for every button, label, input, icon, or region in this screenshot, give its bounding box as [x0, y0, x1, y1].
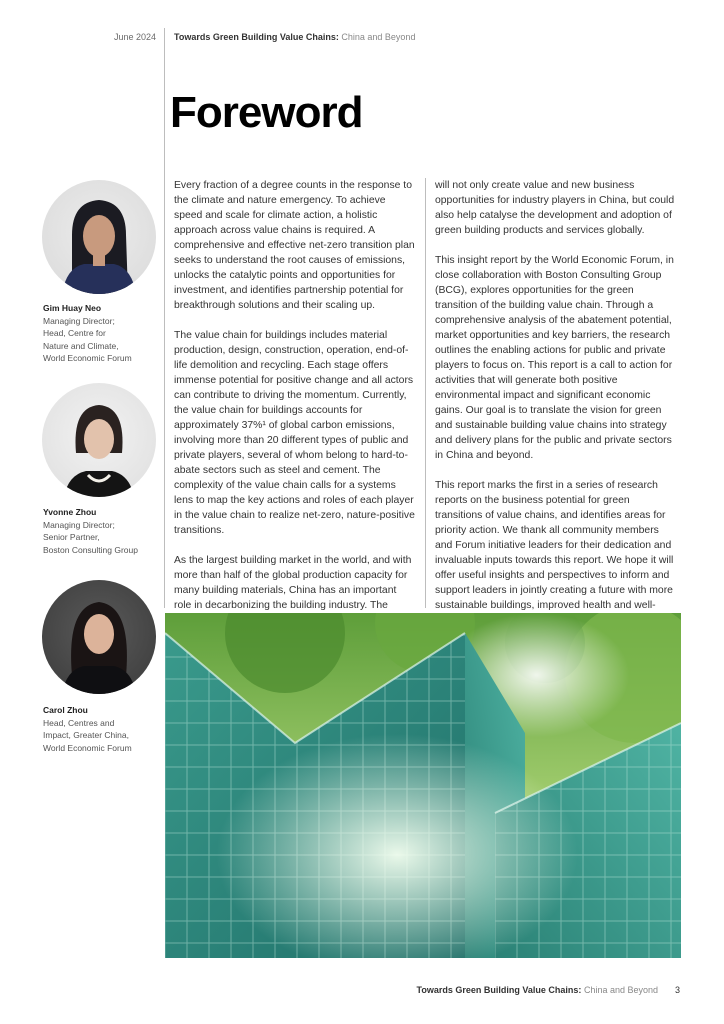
author-role-line: Head, Centres and [43, 717, 115, 728]
body-column-right [435, 178, 677, 643]
body-paragraph: As the largest building market in the world, and with more than half of the global production capacity for many building materials, China has an important role in decarbonizing the building industry. The [174, 555, 412, 611]
author-bio-gim-huay-neo [43, 302, 161, 365]
page-number: 3 [675, 985, 681, 995]
author-role-line: World Economic Forum [43, 353, 132, 363]
header-divider [164, 28, 165, 608]
column-divider [425, 178, 426, 608]
author-role-line: Senior Partner, [43, 532, 100, 542]
body-paragraph: Every fraction of a degree counts in the response to the climate and nature emergency. To achieve speed and scale for climate action, a holistic approach across value chains is required. A comprehensive and effective net-zero transition plan seeks to understand the root causes of emissions, unlocks the catalytic points and opportunities for investment, and identifies partnership potential for breakthrough solutions and their scaling up. [174, 180, 415, 311]
header-title-bold: Towards Green Building Value Chains: [174, 32, 339, 42]
author-photo-gim-huay-neo [42, 180, 156, 294]
author-name: Gim Huay Neo [43, 303, 102, 313]
footer-title-bold: Towards Green Building Value Chains: [416, 985, 582, 995]
author-role-line: Managing Director; [43, 519, 115, 530]
author-role-line: Impact, Greater China, [43, 730, 129, 740]
author-role-line: Nature and Climate, [43, 340, 119, 351]
author-role-line: World Economic Forum [43, 742, 132, 753]
page-title: Foreword [170, 88, 363, 137]
author-name: Carol Zhou [43, 705, 88, 715]
header-title-light: China and Beyond [341, 32, 416, 42]
author-role-line: Managing Director; [43, 315, 115, 326]
author-photo-yvonne-zhou [42, 383, 156, 497]
body-paragraph: will not only create value and new business opportunities for industry players in China, but could also help catalyse the development and adoption of green building products and services globally. [435, 180, 675, 236]
author-role-line: Head, Centre for [43, 328, 106, 338]
header-date: June 2024 [114, 32, 157, 42]
author-photo-carol-zhou [42, 580, 156, 694]
header-report-title [174, 32, 415, 42]
author-bio-carol-zhou [43, 704, 161, 754]
body-column-left [174, 178, 416, 643]
footer-title-light: China and Beyond [583, 985, 658, 995]
author-name: Yvonne Zhou [43, 507, 97, 517]
author-role-line: Boston Consulting Group [43, 544, 138, 555]
green-building-photo [165, 613, 681, 958]
body-paragraph: The value chain for buildings includes material production, design, construction, operation, end-of-life demolition and recycling. Each stage offers immense potential for positive change and all actors can contribute to driving the momentum. Currently, the value chain for buildings accounts for approximately 37%¹ of global carbon emissions, involving more than 20 different types of public and private players, several of whom belong to hard-to-abate sectors such as steel and cement. The complexity of the value chain calls for a systems lens to map the key actions and roles of each player in the value chain to realize net-zero, nature-positive transitions. [174, 330, 415, 536]
body-paragraph: This insight report by the World Economic Forum, in close collaboration with Boston Consulting Group (BCG), explores opportunities for the green transition of the building value chain. Through a comprehensive analysis of the abatement potential, market opportunities and key barriers, the research outlines the enabling actions for public and private players to focus on. This report is a call to action for activities that will generate both positive environmental impact and significant economic gains. Our goal is to translate the vision for green and sustainable building value chains into strategy and delivery plans for the public and private sectors in China and beyond. [435, 255, 674, 461]
body-paragraph: This report marks the first in a series of research reports on the business potential for green transitions of value chains, and identifies areas for priority action. We thank all community members and Forum initiative leaders for their dedication and invaluable inputs towards this report. We hope it will offer useful insights and perspectives to inform and support leaders in jointly creating a future with more sustainable buildings, improved health and well- [435, 480, 674, 611]
author-bio-yvonne-zhou [43, 506, 161, 556]
footer-report-title [417, 985, 658, 995]
